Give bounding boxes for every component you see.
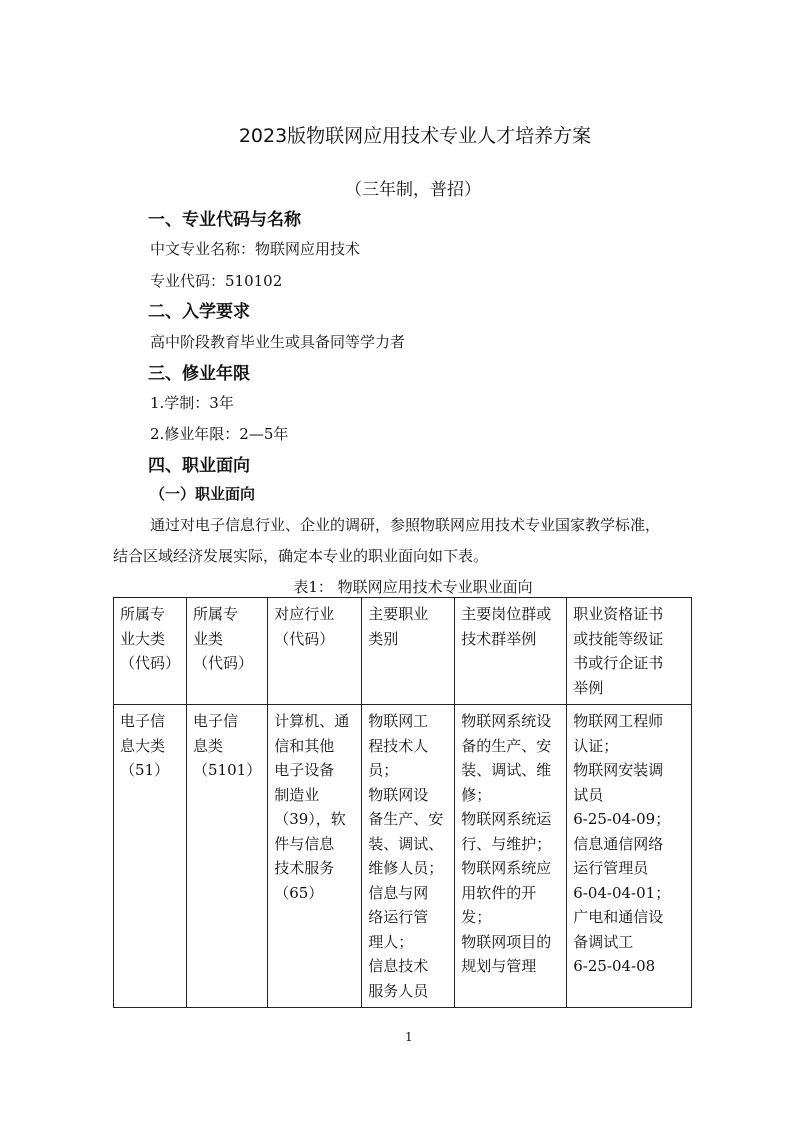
- cell-line: 电子信: [193, 712, 239, 730]
- cell-line: （65）: [274, 883, 324, 902]
- cell-line: 6-25-04-09；: [573, 810, 671, 828]
- cell-line: 络运行管: [368, 908, 429, 926]
- cell-line: （代码）: [193, 654, 254, 672]
- cell-line: 6-25-04-08: [573, 957, 656, 975]
- header-cell: [114, 598, 187, 705]
- cell-line: 技术群举例: [461, 629, 537, 648]
- cell-line: 对应行业: [274, 605, 335, 623]
- cell-line: 物联网安装调: [573, 761, 664, 779]
- heading-major-code: 一、专业代码与名称: [148, 210, 301, 230]
- cell-line: 息类: [193, 736, 224, 755]
- cell-line: 信和其他: [274, 736, 335, 755]
- table-row: [114, 705, 692, 1008]
- cell-line: 信息与网: [368, 883, 429, 902]
- cell-line: 规划与管理: [461, 957, 537, 975]
- cell-line: 服务人员: [368, 981, 429, 1000]
- cell-line: 业类: [193, 629, 224, 648]
- body-cell: [268, 705, 362, 1008]
- cell-line: 备调试工: [573, 932, 634, 951]
- body-cell: [455, 705, 567, 1008]
- cell-line: 程技术人: [368, 736, 429, 755]
- cell-line: 备的生产、安: [461, 736, 552, 755]
- duration-system: 1.学制：3年: [150, 394, 234, 412]
- cell-line: 物联网系统设: [461, 712, 552, 730]
- header-cell: [455, 598, 567, 705]
- cell-line: 物联网设: [368, 785, 429, 804]
- document-title: 2023版物联网应用技术专业人才培养方案: [238, 125, 592, 147]
- cell-line: 信息通信网络: [573, 834, 664, 853]
- header-cell: [362, 598, 455, 705]
- cell-line: 装、调试、维: [461, 761, 552, 779]
- document-subtitle: （三年制，普招）: [345, 180, 481, 200]
- body-cell: [187, 705, 268, 1008]
- cell-line: 装、调试、: [368, 834, 444, 853]
- table-caption-text: 表1： 物联网应用技术专业职业面向: [293, 578, 533, 596]
- cell-line: （39），软: [274, 810, 346, 828]
- heading-duration: 三、修业年限: [148, 364, 250, 384]
- career-table: [113, 597, 692, 1008]
- cell-line: 息大类: [120, 736, 166, 755]
- table-header-row: [114, 598, 692, 705]
- cell-line: 维修人员；: [368, 859, 444, 877]
- cell-line: 所属专: [120, 605, 166, 623]
- cell-line: 理人；: [368, 932, 414, 951]
- cell-line: 行、与维护；: [461, 834, 552, 853]
- cell-line: 主要岗位群或: [461, 605, 552, 623]
- cell-line: （代码）: [120, 654, 181, 672]
- cell-line: 信息技术: [368, 957, 429, 975]
- admission-text: 高中阶段教育毕业生或具备同等学力者: [150, 333, 406, 351]
- cell-line: 认证；: [573, 736, 619, 755]
- cell-line: 物联网工程师: [573, 712, 664, 730]
- cell-line: 举例: [573, 678, 604, 697]
- duration-range: 2.修业年限：2—5年: [150, 425, 289, 443]
- career-paragraph-line2: 结合区域经济发展实际，确定本专业的职业面向如下表。: [113, 547, 489, 565]
- cell-line: 用软件的开: [461, 883, 537, 902]
- cell-line: 物联网系统运: [461, 810, 552, 828]
- cell-line: 物联网工: [368, 712, 429, 730]
- body-cell: [567, 705, 692, 1008]
- cell-line: 试员: [573, 785, 604, 804]
- cell-line: 修；: [461, 785, 492, 804]
- cell-line: 物联网项目的: [461, 932, 552, 951]
- cell-line: 运行管理员: [573, 859, 649, 877]
- heading-admission: 二、入学要求: [148, 302, 250, 322]
- cell-line: 制造业: [274, 785, 320, 804]
- cell-line: 电子信: [120, 712, 166, 730]
- cell-line: （代码）: [274, 629, 335, 648]
- cell-line: 发；: [461, 908, 492, 926]
- table-caption: [0, 576, 793, 597]
- major-name: 中文专业名称：物联网应用技术: [150, 240, 361, 258]
- cell-line: 件与信息: [274, 834, 335, 853]
- body-cell: [362, 705, 455, 1008]
- header-cell: [187, 598, 268, 705]
- page-number: 1: [405, 1030, 413, 1044]
- header-cell: [567, 598, 692, 705]
- header-cell: [268, 598, 362, 705]
- cell-line: 6-04-04-01；: [573, 883, 671, 902]
- cell-line: 或技能等级证: [573, 629, 664, 648]
- cell-line: 业大类: [120, 629, 166, 648]
- cell-line: 备生产、安: [368, 810, 444, 828]
- body-cell: [114, 705, 187, 1008]
- cell-line: 广电和通信设: [573, 908, 664, 926]
- cell-line: 书或行企证书: [573, 654, 664, 672]
- cell-line: 技术服务: [274, 859, 335, 877]
- cell-line: 主要职业: [368, 605, 429, 623]
- cell-line: 电子设备: [274, 761, 335, 779]
- cell-line: （51）: [120, 761, 170, 779]
- cell-line: （5101）: [193, 761, 262, 779]
- cell-line: 所属专: [193, 605, 239, 623]
- cell-line: 计算机、通: [274, 712, 350, 730]
- subheading-career: （一）职业面向: [150, 485, 256, 503]
- cell-line: 类别: [368, 629, 399, 648]
- cell-line: 职业资格证书: [573, 605, 664, 623]
- major-code: 专业代码：510102: [150, 272, 283, 290]
- career-paragraph-line1: 通过对电子信息行业、企业的调研，参照物联网应用技术专业国家教学标准，: [150, 516, 661, 534]
- heading-career: 四、职业面向: [148, 456, 250, 476]
- cell-line: 员；: [368, 761, 399, 779]
- cell-line: 物联网系统应: [461, 859, 552, 877]
